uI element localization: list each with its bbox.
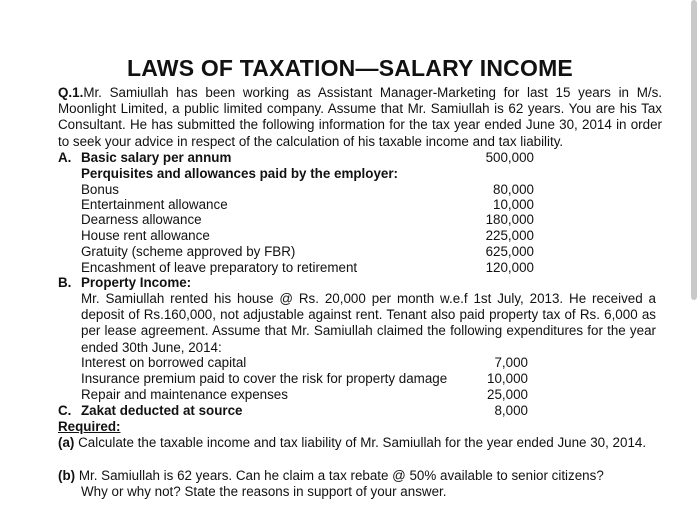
required-a xyxy=(58,435,662,451)
expense-amount: 7,000 xyxy=(494,355,528,370)
required-b-line2: Why or why not? State the reasons in support of your answer. xyxy=(81,484,447,499)
required-b-line1: Mr. Samiullah is 62 years. Can he claim a tax rebate @ 50% available to senior citizens? xyxy=(78,468,604,483)
section-c-label: C. xyxy=(58,403,72,418)
basic-salary-amount: 500,000 xyxy=(485,150,534,165)
question-paragraph xyxy=(58,85,662,150)
expense-label: Interest on borrowed capital xyxy=(81,355,247,370)
item-amount: 10,000 xyxy=(493,197,534,212)
property-income-text: Mr. Samiullah rented his house @ Rs. 20,000 per month w.e.f 1st July, 2013. He received a deposit of Rs.160,000, not adjustable against rent. Tenant also paid property tax of Rs. 6,000 as per lease agreement. Assume that Mr. Samiullah claimed the following expenditures for the year ended 30th June, 2014: xyxy=(81,291,656,355)
item-amount: 120,000 xyxy=(485,260,534,275)
item-amount: 225,000 xyxy=(485,228,534,243)
item-amount: 180,000 xyxy=(485,212,534,227)
expense-label: Insurance premium paid to cover the risk for property damage xyxy=(81,371,448,386)
item-label: Bonus xyxy=(81,182,119,197)
expense-amount: 10,000 xyxy=(487,371,528,386)
item-amount: 625,000 xyxy=(485,244,534,259)
scrollbar[interactable] xyxy=(691,0,697,300)
question-number: Q.1. xyxy=(58,85,84,100)
required-a-text: Calculate the taxable income and tax liability of Mr. Samiullah for the year ended June 30, 2014. xyxy=(78,435,647,450)
item-label: Dearness allowance xyxy=(81,212,202,227)
expense-amount: 25,000 xyxy=(487,387,528,402)
question-text: Mr. Samiullah has been working as Assistant Manager-Marketing for last 15 years in M/s. Moonlight Limited, a public limited company. Assume that Mr. Samiullah is 62 years. You are his Tax Consultant. He has submitted the following information for the tax year ended June 30, 2014 in order to seek your advice in respect of the calculation of his taxable income and tax liability. xyxy=(58,85,662,149)
required-heading: Required: xyxy=(58,419,121,434)
expense-label: Repair and maintenance expenses xyxy=(81,387,288,402)
section-a-heading: Basic salary per annum xyxy=(81,150,232,165)
item-label: Entertainment allowance xyxy=(81,197,228,212)
item-amount: 80,000 xyxy=(493,182,534,197)
item-label: House rent allowance xyxy=(81,228,210,243)
required-b-label: (b) xyxy=(58,468,76,483)
section-b-heading: Property Income: xyxy=(81,275,192,290)
section-a-label: A. xyxy=(58,150,72,165)
item-label: Gratuity (scheme approved by FBR) xyxy=(81,244,296,259)
perquisites-heading: Perquisites and allowances paid by the employer: xyxy=(81,166,399,181)
zakat-amount: 8,000 xyxy=(494,403,528,418)
required-a-label: (a) xyxy=(58,435,75,450)
section-c-heading: Zakat deducted at source xyxy=(81,403,243,418)
page-title: LAWS OF TAXATION—SALARY INCOME xyxy=(127,55,573,81)
item-label: Encashment of leave preparatory to retirement xyxy=(81,260,358,275)
required-b xyxy=(58,468,604,484)
section-b-label: B. xyxy=(58,275,72,290)
